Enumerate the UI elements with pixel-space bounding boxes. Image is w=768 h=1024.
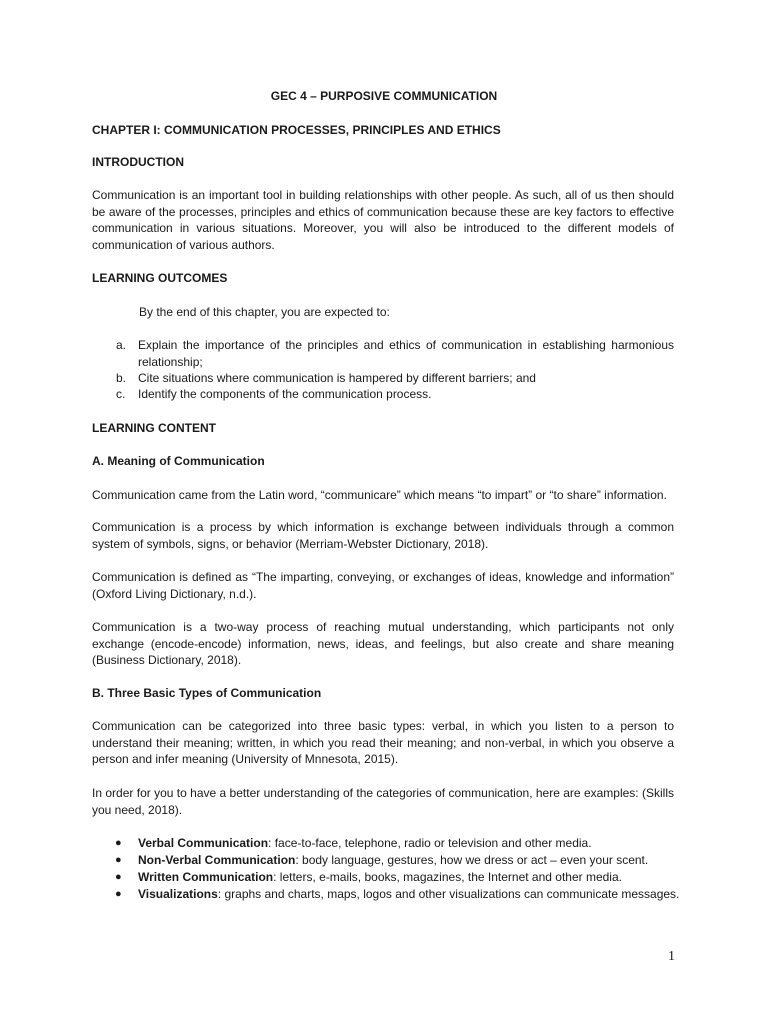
outcome-marker: b. xyxy=(116,371,127,385)
introduction-paragraph: Communication is an important tool in building relationships with other people. As such, all of us then should be aware of the processes, principles and ethics of communication because these are key factors to effective communication in various situations. Moreover, you will also be introduced to the different models of communication of various authors. xyxy=(92,188,674,252)
outcome-item xyxy=(92,370,674,387)
outcome-text: Identify the components of the communication process. xyxy=(138,387,432,401)
outcome-item xyxy=(92,386,674,403)
section-b-paragraph: Communication can be categorized into three basic types: verbal, in which you listen to a person to understand their meaning; written, in which you read their meaning; and non-verbal, in which you observe a person and infer meaning (University of Mnnesota, 2015). xyxy=(92,719,674,766)
type-term: Written Communication xyxy=(138,870,274,884)
list-item xyxy=(115,835,685,852)
type-description: : body language, gestures, how we dress or act – even your scent. xyxy=(295,853,649,867)
type-term: Verbal Communication xyxy=(138,836,269,850)
type-description: : face-to-face, telephone, radio or television and other media. xyxy=(268,836,592,850)
section-a-paragraph: Communication is defined as “The imparting, conveying, or exchanges of ideas, knowledge and information” (Oxford Living Dictionary, n.d.). xyxy=(92,570,674,601)
type-description: : letters, e-mails, books, magazines, the Internet and other media. xyxy=(273,870,622,884)
section-b-paragraph: In order for you to have a better understanding of the categories of communication, here are examples: (Skills you need, 2018). xyxy=(92,786,674,817)
section-a-heading: A. Meaning of Communication xyxy=(92,454,265,468)
section-a-paragraph: Communication is a process by which information is exchange between individuals through a common system of symbols, signs, or behavior (Merriam-Webster Dictionary, 2018). xyxy=(92,520,674,551)
bullet-icon: ● xyxy=(115,871,122,883)
bullet-icon: ● xyxy=(115,854,122,866)
page-number: 1 xyxy=(668,949,675,964)
type-term: Non-Verbal Communication xyxy=(138,853,296,867)
outcome-marker: a. xyxy=(116,338,127,352)
section-a-paragraph: Communication is a two-way process of reaching mutual understanding, which participants not only exchange (encode-encode) information, news, ideas, and feelings, but also create and share meaning (Business Dictionary, 2018). xyxy=(92,620,674,667)
chapter-heading: CHAPTER I: COMMUNICATION PROCESSES, PRINCIPLES AND ETHICS xyxy=(92,123,501,137)
list-item xyxy=(115,869,685,886)
introduction-heading: INTRODUCTION xyxy=(92,155,184,169)
list-item xyxy=(115,886,685,903)
type-term: Visualizations xyxy=(138,887,218,901)
outcome-marker: c. xyxy=(116,387,126,401)
list-item xyxy=(115,852,685,869)
outcome-item xyxy=(92,337,674,370)
section-a-paragraph: Communication came from the Latin word, “communicare” which means “to impart” or “to share” information. xyxy=(92,488,667,502)
type-description: : graphs and charts, maps, logos and other visualizations can communicate messages. xyxy=(217,887,680,901)
document-title: GEC 4 – PURPOSIVE COMMUNICATION xyxy=(270,89,498,103)
bullet-icon: ● xyxy=(115,888,122,900)
outcome-text: Cite situations where communication is hampered by different barriers; and xyxy=(138,371,536,385)
section-b-heading: B. Three Basic Types of Communication xyxy=(92,686,322,700)
learning-content-heading: LEARNING CONTENT xyxy=(92,421,216,435)
outcomes-lead-text: By the end of this chapter, you are expected to: xyxy=(139,305,390,319)
bullet-icon: ● xyxy=(115,837,122,849)
learning-outcomes-heading: LEARNING OUTCOMES xyxy=(92,271,228,285)
outcome-text: Explain the importance of the principles and ethics of communication in establishing harmonious relationship; xyxy=(138,338,674,369)
